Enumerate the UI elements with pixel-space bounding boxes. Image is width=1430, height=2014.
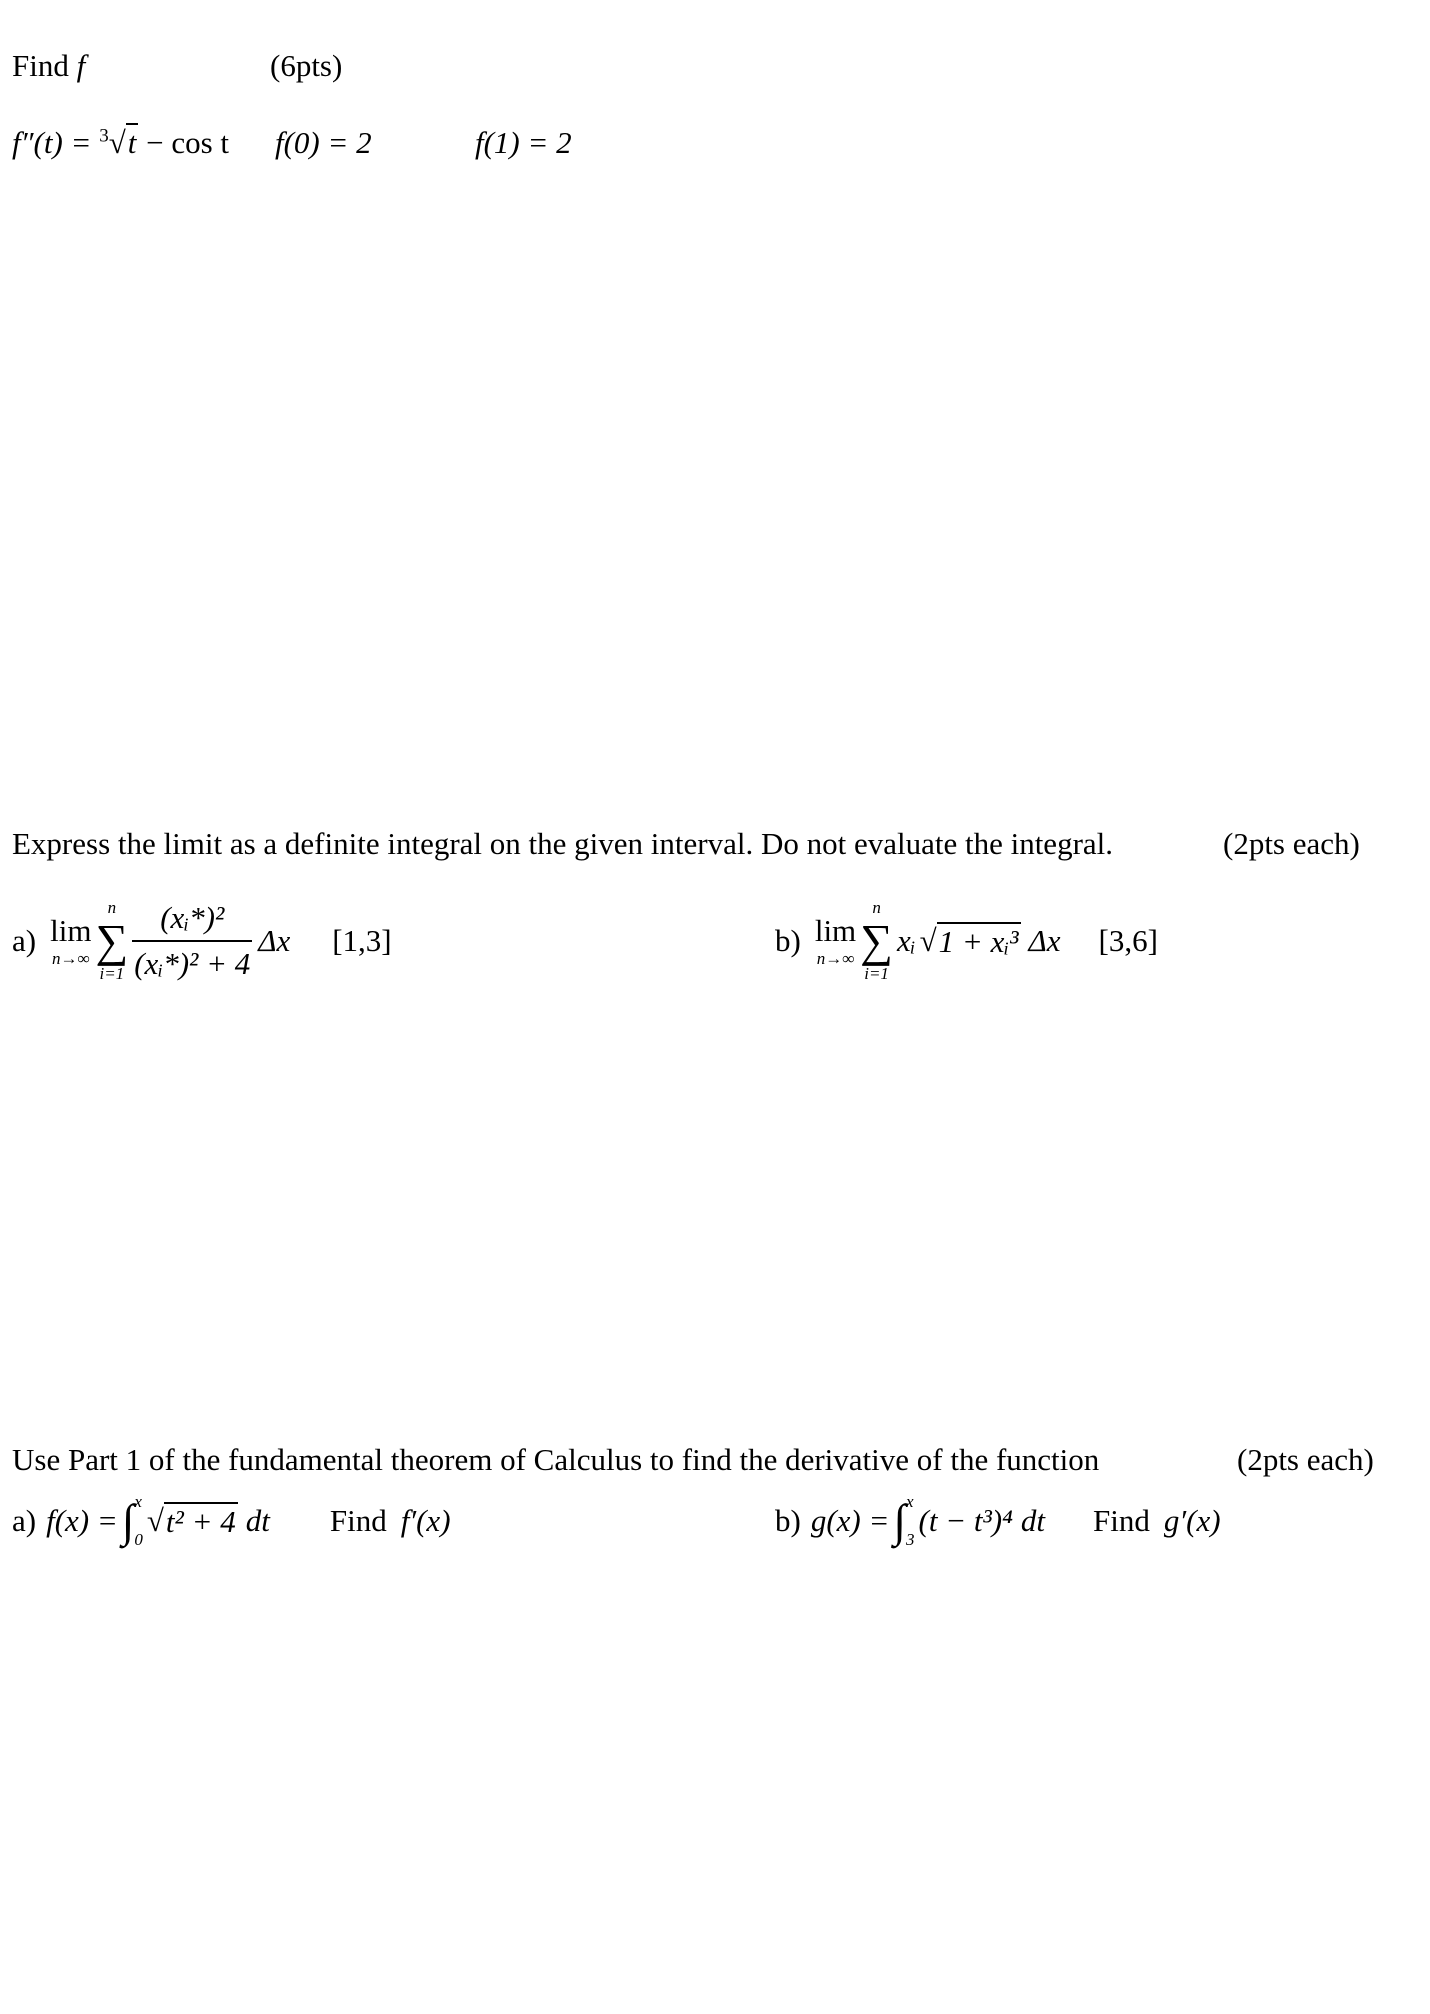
initial-condition-2: f(1) = 2 — [475, 125, 572, 160]
integrand: t² + 4 — [165, 1504, 236, 1539]
sqrt-icon: √ — [146, 1503, 164, 1538]
part-b-label: b) — [775, 1503, 801, 1538]
function-lhs: f(x) = — [46, 1503, 118, 1538]
find-label: Find — [1093, 1503, 1150, 1538]
function-name: f — [76, 48, 86, 83]
target: f′(x) — [400, 1503, 451, 1538]
cube-root-radicand: t — [127, 125, 137, 160]
summation: n ∑ i=1 — [95, 898, 129, 983]
sigma-icon: ∑ — [860, 915, 893, 966]
integral-bounds: x 3 — [906, 1492, 915, 1549]
initial-condition-1: f(0) = 2 — [275, 125, 372, 160]
problem2-instruction: Express the limit as a definite integral on the given interval. Do not evaluate the integral. — [12, 826, 1114, 861]
problem1-points: (6pts) — [270, 48, 343, 83]
fraction — [132, 900, 252, 982]
delta-x: Δx — [258, 923, 291, 958]
part-a-label: a) — [12, 923, 37, 958]
cube-root-index: 3 — [99, 125, 109, 147]
radicand: 1 + xᵢ³ — [938, 924, 1019, 959]
part-b-label: b) — [775, 923, 801, 958]
function-lhs: g(x) = — [810, 1503, 890, 1538]
target: g′(x) — [1163, 1503, 1221, 1538]
problem2-part-b — [775, 898, 1158, 984]
problem3-points: (2pts each) — [1237, 1442, 1374, 1477]
denominator: (xᵢ*)² + 4 — [132, 940, 252, 982]
limit: lim n→∞ — [814, 913, 857, 968]
sigma-icon: ∑ — [95, 915, 129, 966]
problem2-part-a — [12, 898, 392, 984]
interval: [3,6] — [1098, 923, 1158, 958]
find-label: Find — [12, 48, 69, 83]
sqrt-icon: √ — [919, 923, 937, 958]
cos-term: − cos t — [146, 125, 230, 160]
delta-x: Δx — [1028, 923, 1061, 958]
second-derivative-lhs: f″(t) = — [12, 125, 92, 160]
part-a-label: a) — [12, 1503, 37, 1538]
problem3-part-b — [775, 1492, 1221, 1550]
dt: dt — [245, 1503, 270, 1538]
find-label: Find — [329, 1503, 387, 1538]
limit: lim n→∞ — [50, 913, 92, 968]
interval: [1,3] — [332, 923, 392, 958]
integral-icon: ∫ — [121, 1495, 135, 1546]
dt: dt — [1020, 1503, 1046, 1538]
problem3-part-a — [12, 1492, 451, 1550]
problem1-heading — [12, 48, 85, 84]
summation: n ∑ i=1 — [860, 898, 893, 983]
term: xᵢ — [896, 923, 916, 958]
integrand: (t − t³)⁴ — [918, 1503, 1013, 1538]
integral-icon: ∫ — [893, 1495, 907, 1546]
problem1-equation: f″(t) = $^3$√t − cos t — [12, 125, 230, 160]
numerator: (xᵢ*)² — [160, 900, 225, 935]
integral-bounds: x 0 — [134, 1492, 143, 1549]
problem2-points: (2pts each) — [1223, 826, 1360, 861]
problem3-instruction: Use Part 1 of the fundamental theorem of Calculus to find the derivative of the function — [12, 1442, 1100, 1477]
